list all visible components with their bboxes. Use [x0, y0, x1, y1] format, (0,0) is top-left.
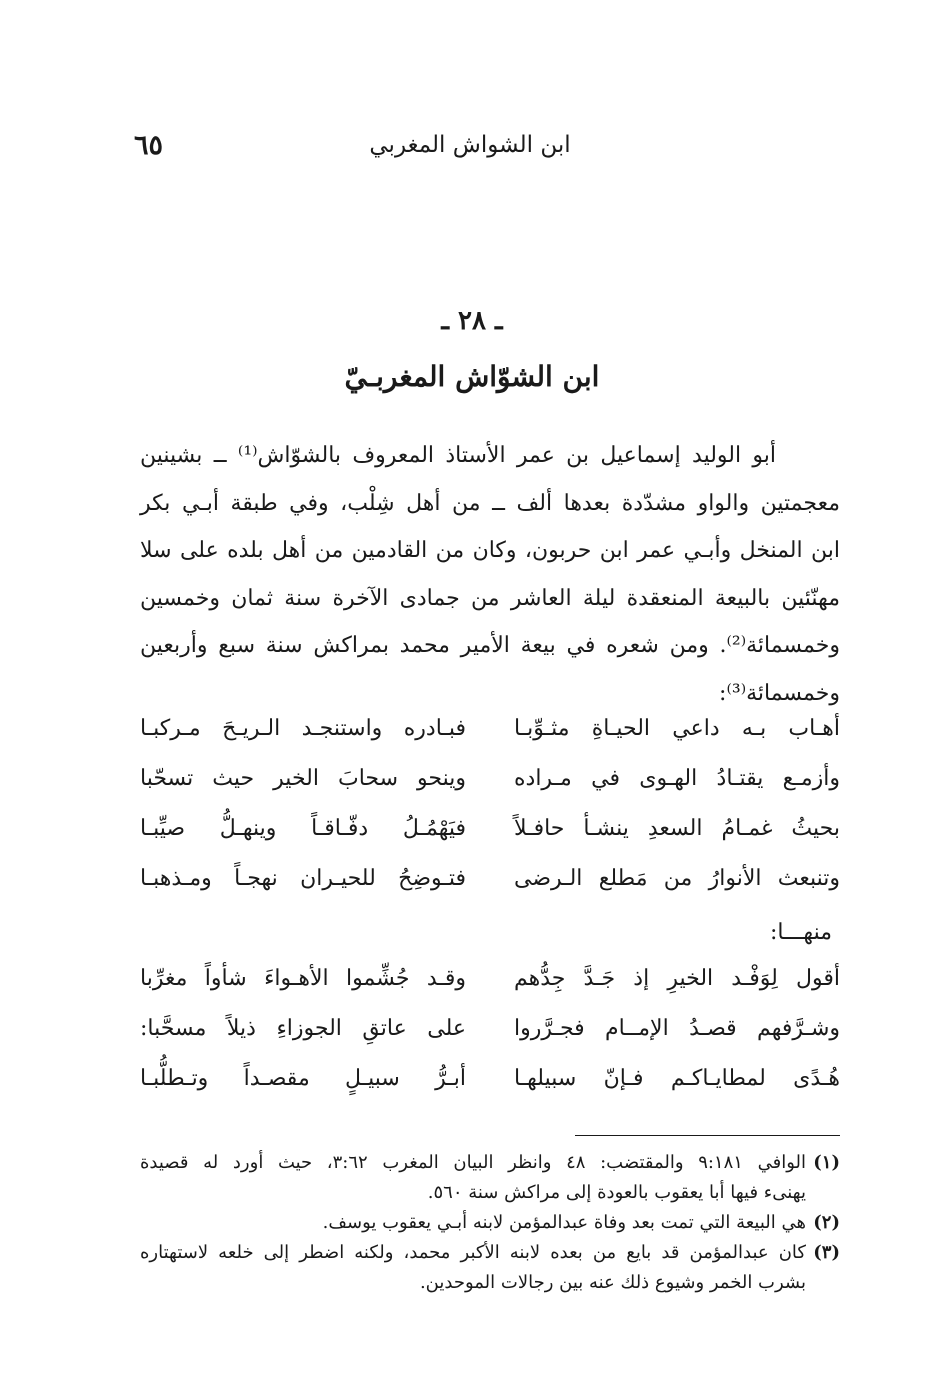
first-hemistich: هُـدًى لمطايـاكـم فـإنّ سبيلهـا: [514, 1066, 840, 1091]
paragraph-line: وخمسمائة⁽²⁾. ومن شعره في بيعة الأمير محمد بمراكش سنة سبع وأربعين: [140, 633, 840, 658]
footnote-line: هي البيعة التي تمت بعد وفاة عبدالمؤمن لابنه أبـي يعقوب يوسف.: [322, 1212, 806, 1233]
footnote-mark: (٢): [813, 1212, 840, 1233]
footnote-mark: (١): [813, 1152, 840, 1173]
footnote-line: الوافي ٩:١٨١ والمقتضب: ٤٨ وانظر البيان المغرب ٣:٦٢، حيث أورد له قصيدة: [140, 1152, 806, 1173]
running-title: ابن الشواش المغربي: [369, 132, 571, 158]
verse: [140, 1066, 840, 1116]
paragraph-line: وخمسمائة⁽³⁾:: [719, 680, 840, 706]
second-hemistich: على عاتقِ الجوزاءِ ذيلاً مسحَّبا:: [140, 1016, 466, 1041]
verse: [140, 816, 840, 866]
footnote-line: بشرب الخمر وشيوع ذلك عنه بين رجالات الموحدين.: [419, 1272, 806, 1293]
footnote: [140, 1148, 840, 1208]
footnote-divider: [575, 1135, 840, 1136]
first-hemistich: وشـرَّفهم قصـدُ الإمــام فجـرَّروا: [514, 1016, 840, 1041]
second-hemistich: فيَهْمُـلُ دفّـاقـاً وينهـلُّ صيِّبـا: [140, 816, 466, 841]
paragraph-line: معجمتين والواو مشدّدة بعدها ألف ــ من أهل شِلْب، وفي طبقة أبـي بكر: [140, 490, 840, 516]
footnotes: [140, 1148, 840, 1298]
poem-block-2: [140, 966, 840, 1116]
second-hemistich: وقـد جُشِّموا الأهـواءَ شأواً مغرِّبا: [140, 966, 466, 991]
second-hemistich: فتـوضِحُ للحيـران نهجـاً ومـذهبـا: [140, 866, 466, 891]
paragraph-line: مهنّئين بالبيعة المنعقدة ليلة العاشر من جمادى الآخرة سنة ثمان وخمسين: [140, 585, 840, 611]
minha-label: منهـــا:: [769, 920, 832, 945]
verse: [140, 766, 840, 816]
second-hemistich: وينحو سحابَ الخير حيث تسحّبا: [140, 766, 466, 791]
paragraph-line: ابن المنخل وأبـي عمر ابن حربون، وكان من القادمين من أهل بلده على سلا: [140, 538, 840, 563]
footnote-line: يهنىء فيها أبا يعقوب بالعودة إلى مراكش سنة ٥٦٠.: [427, 1182, 806, 1203]
footnote: [140, 1208, 840, 1238]
second-hemistich: أبـرُّ سبيـلٍ مقصـداً وتـطلُّبـا: [140, 1066, 466, 1091]
entry-number: ـ ٢٨ ـ: [441, 306, 503, 336]
first-hemistich: بحيثُ غمـامُ السعدِ ينشـأ حافـلاً: [514, 816, 840, 841]
page-number: ٦٥: [134, 130, 164, 161]
first-hemistich: أهـاب بـه داعي الحيـاةِ مثـوِّبـا: [514, 716, 840, 741]
verse: [140, 1016, 840, 1066]
verse: [140, 866, 840, 916]
verse: [140, 966, 840, 1016]
first-hemistich: وأزمـع يقتـادُ الهـوى في مـراده: [514, 766, 840, 791]
running-head: [0, 132, 944, 172]
first-hemistich: وتنبعث الأنوارُ من مَطلع الـرضى: [514, 866, 840, 891]
footnote-mark: (٣): [813, 1242, 840, 1263]
first-hemistich: أقول لِوَفْـد الخيرِ إذ جَـدَّ جِدُّهم: [514, 966, 840, 991]
footnote-line: كان عبدالمؤمن قد بايع من بعده لابنه الأكبر محمد، ولكنه اضطر إلى خلعه لاستهتاره: [140, 1242, 806, 1263]
paragraph-line: أبو الوليد إسماعيل بن عمر الأستاذ المعروف بالشوّاش⁽¹⁾ ــ بشينين: [140, 443, 776, 468]
second-hemistich: فبـادره واستنجـد الـريـحَ مـركبـا: [140, 716, 466, 741]
entry-title: ابن الشوّاش المغربـيّ: [344, 360, 600, 393]
biography-paragraph: [140, 432, 840, 717]
verse: [140, 716, 840, 766]
footnote: [140, 1238, 840, 1298]
poem-block-1: [140, 716, 840, 916]
